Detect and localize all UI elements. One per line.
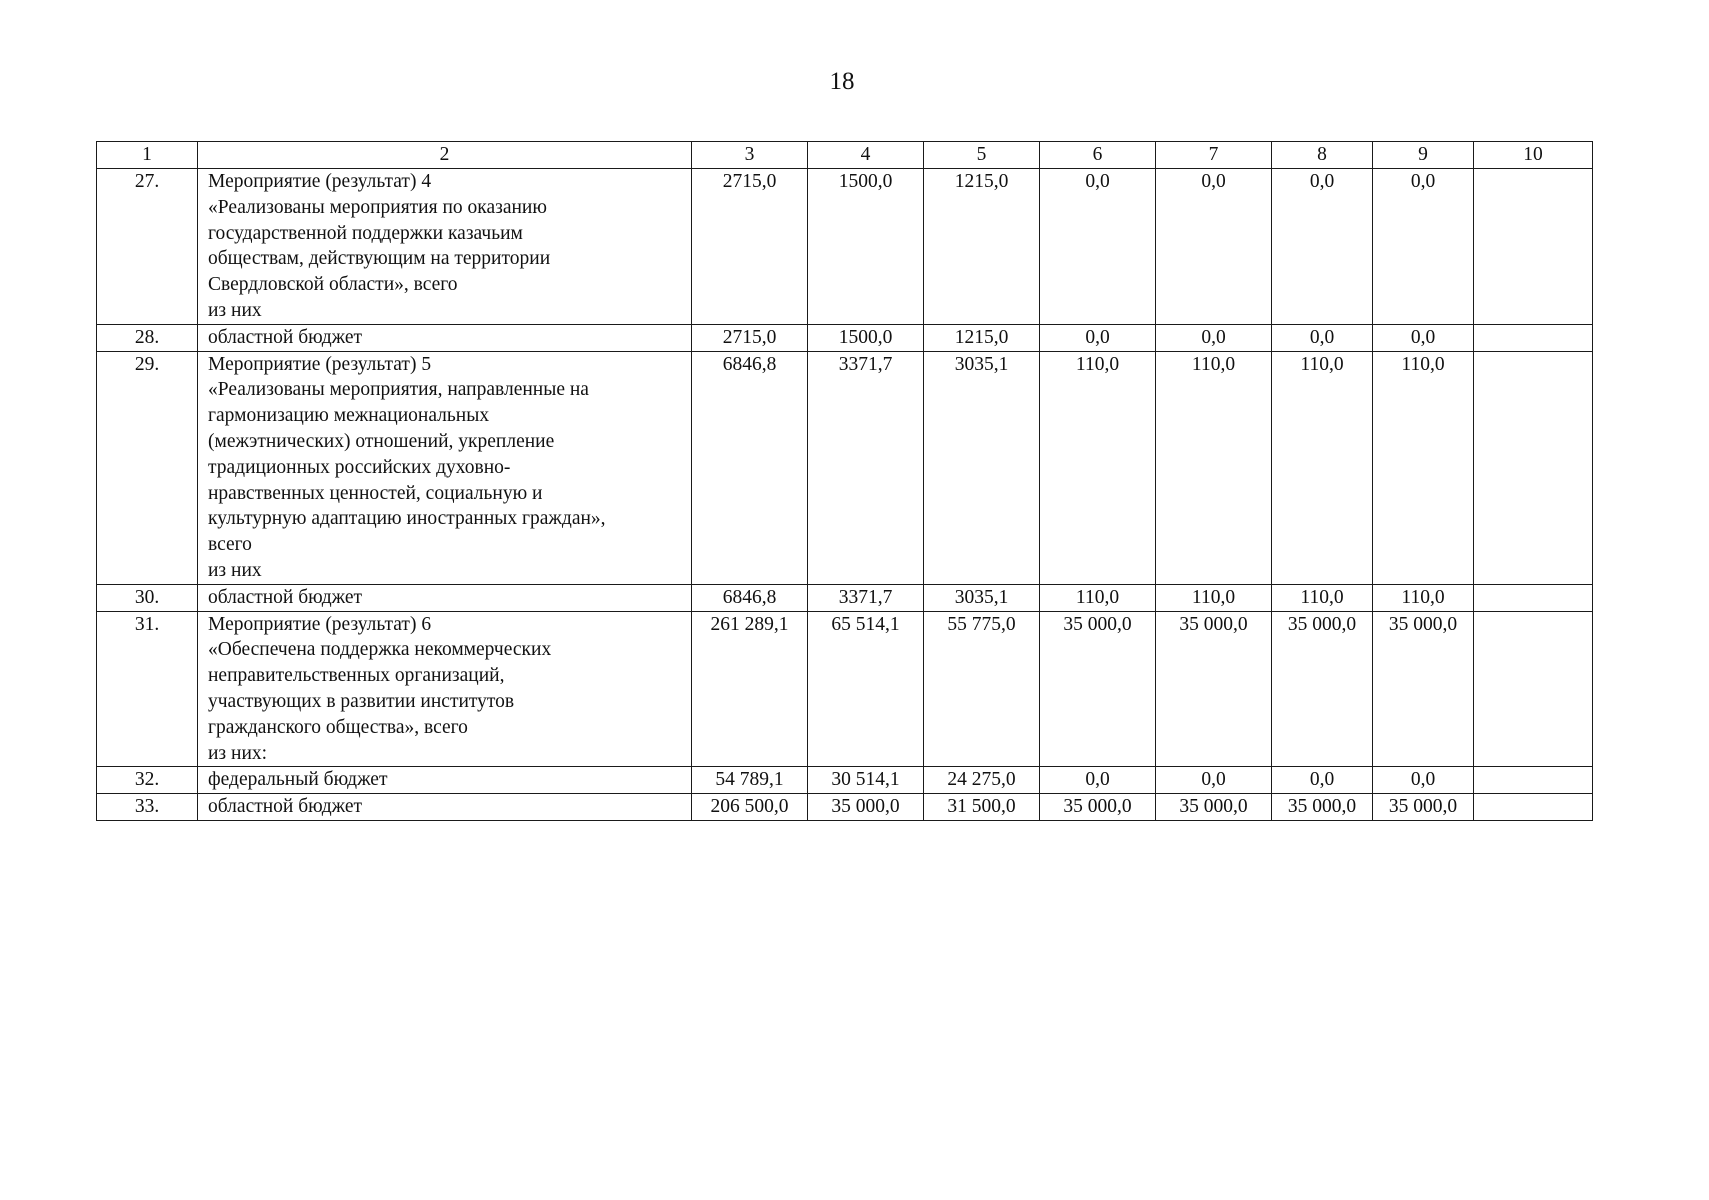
- column-header: 9: [1373, 142, 1474, 169]
- table-row: [97, 169, 1593, 325]
- column-header: 5: [924, 142, 1040, 169]
- value-cell: 1215,0: [924, 169, 1040, 325]
- value-cell: 3371,7: [808, 351, 924, 584]
- row-number: 27.: [97, 169, 198, 325]
- value-cell: 110,0: [1272, 351, 1373, 584]
- description-line: обществам, действующим на территории: [208, 248, 551, 270]
- row-number: 33.: [97, 794, 198, 821]
- description-line: областной бюджет: [208, 586, 363, 608]
- page-number: 18: [829, 68, 855, 95]
- description-line: культурную адаптацию иностранных граждан»,: [208, 508, 606, 530]
- description-line: гражданского общества», всего: [208, 716, 468, 738]
- value-cell: 110,0: [1373, 584, 1474, 611]
- value-cell: 1500,0: [808, 324, 924, 351]
- value-cell: 110,0: [1040, 584, 1156, 611]
- value-cell: 35 000,0: [1040, 611, 1156, 767]
- value-cell: 110,0: [1156, 584, 1272, 611]
- value-cell: 35 000,0: [1373, 611, 1474, 767]
- table-row: [97, 351, 1593, 584]
- value-cell: 2715,0: [692, 169, 808, 325]
- value-cell: 35 000,0: [1272, 611, 1373, 767]
- table-row: [97, 324, 1593, 351]
- value-cell: 110,0: [1156, 351, 1272, 584]
- value-cell: 206 500,0: [692, 794, 808, 821]
- value-cell: 35 000,0: [808, 794, 924, 821]
- value-cell: 0,0: [1040, 169, 1156, 325]
- value-cell: 30 514,1: [808, 767, 924, 794]
- column-header: 6: [1040, 142, 1156, 169]
- column-header: 10: [1474, 142, 1593, 169]
- column-header: 3: [692, 142, 808, 169]
- value-cell: 6846,8: [692, 351, 808, 584]
- row-description: [198, 324, 692, 351]
- table-row: [97, 767, 1593, 794]
- description-line: Мероприятие (результат) 4: [208, 171, 432, 192]
- value-cell: 55 775,0: [924, 611, 1040, 767]
- value-cell: 0,0: [1156, 767, 1272, 794]
- description-line: «Обеспечена поддержка некоммерческих: [208, 639, 552, 661]
- description-line: из них:: [208, 742, 268, 764]
- value-cell: [1474, 794, 1593, 821]
- row-number: 32.: [97, 767, 198, 794]
- column-header: 7: [1156, 142, 1272, 169]
- description-line: государственной поддержки казачьим: [208, 222, 523, 244]
- description-line: областной бюджет: [208, 796, 363, 818]
- value-cell: 35 000,0: [1040, 794, 1156, 821]
- description-line: нравственных ценностей, социальную и: [208, 482, 543, 504]
- value-cell: 35 000,0: [1272, 794, 1373, 821]
- value-cell: 54 789,1: [692, 767, 808, 794]
- value-cell: 110,0: [1040, 351, 1156, 584]
- value-cell: [1474, 169, 1593, 325]
- description-line: традиционных российских духовно-: [208, 456, 511, 478]
- value-cell: 35 000,0: [1156, 611, 1272, 767]
- row-description: [198, 169, 692, 325]
- value-cell: [1474, 351, 1593, 584]
- value-cell: 0,0: [1272, 324, 1373, 351]
- value-cell: 0,0: [1272, 767, 1373, 794]
- value-cell: 3371,7: [808, 584, 924, 611]
- description-line: «Реализованы мероприятия по оказанию: [208, 196, 547, 218]
- value-cell: 110,0: [1373, 351, 1474, 584]
- value-cell: 65 514,1: [808, 611, 924, 767]
- value-cell: [1474, 611, 1593, 767]
- row-number: 30.: [97, 584, 198, 611]
- value-cell: 35 000,0: [1156, 794, 1272, 821]
- value-cell: 2715,0: [692, 324, 808, 351]
- value-cell: 6846,8: [692, 584, 808, 611]
- table-row: [97, 584, 1593, 611]
- table-header-row: [97, 142, 1593, 169]
- value-cell: 110,0: [1272, 584, 1373, 611]
- column-header: 2: [198, 142, 692, 169]
- value-cell: 3035,1: [924, 584, 1040, 611]
- value-cell: 0,0: [1373, 169, 1474, 325]
- value-cell: [1474, 584, 1593, 611]
- description-line: (межэтнических) отношений, укрепление: [208, 430, 555, 452]
- value-cell: 0,0: [1156, 169, 1272, 325]
- row-number: 28.: [97, 324, 198, 351]
- description-line: участвующих в развитии институтов: [208, 690, 515, 712]
- table-row: [97, 611, 1593, 767]
- value-cell: 0,0: [1040, 324, 1156, 351]
- value-cell: 0,0: [1040, 767, 1156, 794]
- value-cell: [1474, 324, 1593, 351]
- value-cell: 0,0: [1373, 324, 1474, 351]
- row-description: [198, 767, 692, 794]
- description-line: областной бюджет: [208, 326, 363, 348]
- value-cell: 24 275,0: [924, 767, 1040, 794]
- description-line: из них: [208, 299, 262, 321]
- value-cell: 0,0: [1373, 767, 1474, 794]
- description-line: федеральный бюджет: [208, 769, 388, 791]
- row-description: [198, 794, 692, 821]
- value-cell: 261 289,1: [692, 611, 808, 767]
- description-line: из них: [208, 559, 262, 581]
- value-cell: 1215,0: [924, 324, 1040, 351]
- row-number: 29.: [97, 351, 198, 584]
- row-description: [198, 351, 692, 584]
- row-description: [198, 584, 692, 611]
- description-line: Свердловской области», всего: [208, 274, 458, 296]
- description-line: «Реализованы мероприятия, направленные на: [208, 379, 589, 401]
- value-cell: [1474, 767, 1593, 794]
- row-description: [198, 611, 692, 767]
- description-line: Мероприятие (результат) 5: [208, 353, 432, 375]
- row-number: 31.: [97, 611, 198, 767]
- description-line: Мероприятие (результат) 6: [208, 613, 432, 635]
- value-cell: 31 500,0: [924, 794, 1040, 821]
- budget-table: [96, 141, 1593, 821]
- value-cell: 3035,1: [924, 351, 1040, 584]
- table-row: [97, 794, 1593, 821]
- value-cell: 35 000,0: [1373, 794, 1474, 821]
- value-cell: 1500,0: [808, 169, 924, 325]
- value-cell: 0,0: [1156, 324, 1272, 351]
- column-header: 4: [808, 142, 924, 169]
- column-header: 1: [97, 142, 198, 169]
- column-header: 8: [1272, 142, 1373, 169]
- description-line: неправительственных организаций,: [208, 665, 505, 687]
- description-line: гармонизацию межнациональных: [208, 405, 490, 427]
- value-cell: 0,0: [1272, 169, 1373, 325]
- description-line: всего: [208, 534, 252, 556]
